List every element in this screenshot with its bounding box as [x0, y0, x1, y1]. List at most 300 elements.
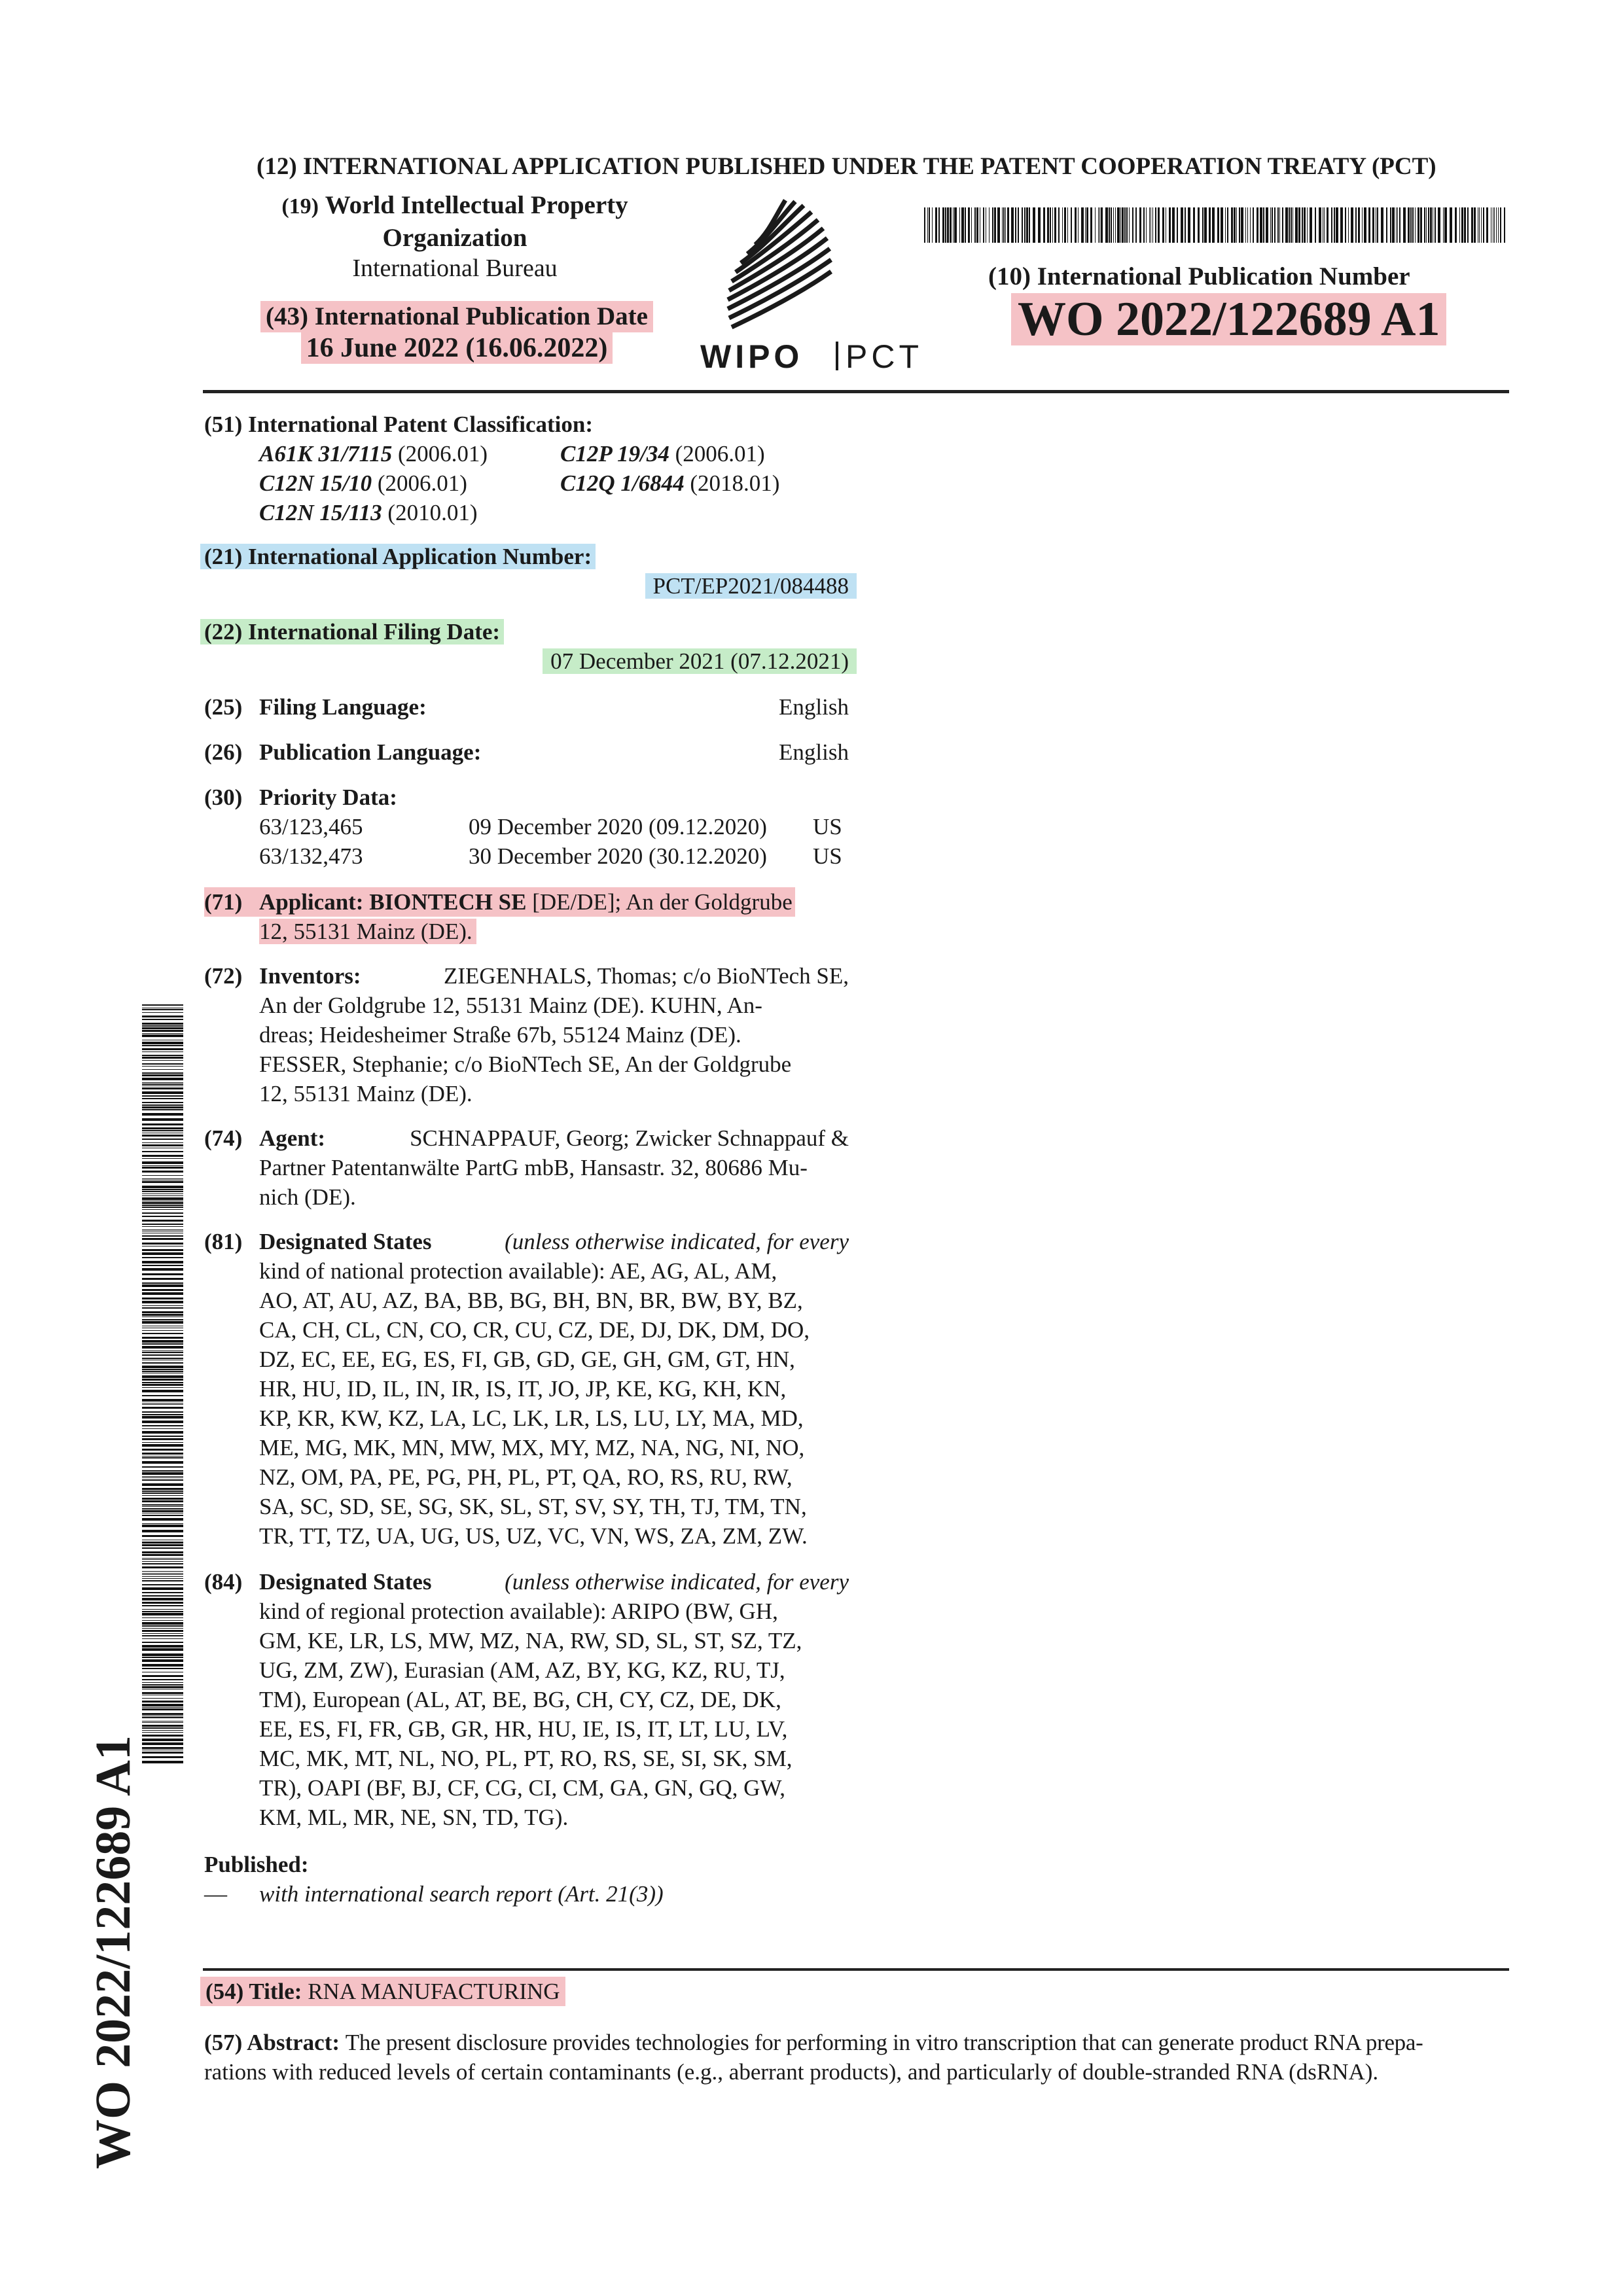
barcode-bar [1498, 207, 1499, 243]
barcode-bar [142, 1102, 183, 1103]
barcode-bar [142, 1725, 183, 1727]
inventor-line: FESSER, Stephanie; c/o BioNTech SE, An der Goldgrube [259, 1051, 792, 1077]
region-line: UG, ZM, ZW), Eurasian (AM, AZ, BY, KG, KZ, RU, TJ, [259, 1657, 785, 1683]
barcode-bar [142, 1421, 183, 1423]
barcode-bar [1481, 207, 1482, 243]
barcode-bar [142, 1113, 183, 1116]
barcode-bar [142, 1379, 183, 1381]
barcode-bar [1011, 207, 1014, 243]
barcode-bar [142, 1466, 183, 1468]
barcode-bar [1461, 207, 1463, 243]
barcode-bar [142, 1095, 183, 1097]
barcode-bar [142, 1495, 183, 1496]
barcode-bar [142, 1414, 183, 1415]
country-line: TR, TT, TZ, UA, UG, US, UZ, VC, VN, WS, ZA, ZM, ZW. [259, 1523, 808, 1549]
applicant-label: Applicant: [259, 889, 364, 915]
barcode-bar [142, 1340, 183, 1343]
barcode-bar [1408, 207, 1410, 243]
publication-number: WO 2022/122689 A1 [1011, 293, 1446, 345]
barcode-bar [142, 1314, 183, 1316]
barcode-bar [953, 207, 954, 243]
barcode-bar [142, 1004, 183, 1006]
barcode-bar [142, 1030, 183, 1032]
barcode-bar [142, 1257, 183, 1258]
barcode-bar [1450, 207, 1452, 243]
barcode-bar [1247, 207, 1248, 243]
barcode-bar [142, 1023, 183, 1025]
barcode-bar [142, 1686, 183, 1688]
pub-date-label: (43) International Publication Date [260, 301, 653, 332]
barcode-bar [142, 1151, 183, 1152]
barcode-bar [142, 1578, 183, 1579]
barcode-bar [142, 1708, 183, 1710]
barcode-bar [1418, 207, 1419, 243]
barcode-bar [142, 1292, 183, 1295]
barcode-bar [142, 1449, 183, 1451]
barcode-bar [142, 1679, 183, 1680]
barcode-bar [1071, 207, 1072, 243]
barcode-bar [142, 1732, 183, 1733]
barcode-bar [142, 1595, 183, 1597]
barcode-bar [1212, 207, 1215, 243]
barcode-bar [1185, 207, 1186, 243]
org-name-line2: Organization [382, 224, 527, 252]
barcode-bar [1241, 207, 1243, 243]
barcode-bar [142, 1069, 183, 1070]
barcode-bar [142, 1704, 183, 1706]
region-line: KM, ML, MR, NE, SN, TD, TG). [259, 1805, 569, 1830]
barcode-bar [142, 1617, 183, 1618]
barcode-bar [1234, 207, 1236, 243]
agent-line: nich (DE). [259, 1184, 356, 1210]
barcode-bar [1348, 207, 1349, 243]
barcode-bar [142, 1554, 183, 1556]
abstract-line: rations with reduced levels of certain contaminants (e.g., aberrant products), and particularly of double-stranded RNA (dsRNA). [204, 2059, 1379, 2085]
barcode-bar [1139, 207, 1141, 243]
barcode-bar [1319, 207, 1321, 243]
abstract-label: (57) Abstract: [204, 2030, 340, 2055]
barcode-bar [142, 1205, 183, 1206]
barcode-bar [1331, 207, 1332, 243]
barcode-bar [1113, 207, 1114, 243]
barcode-bar [1043, 207, 1045, 243]
barcode-bar [142, 1273, 183, 1275]
priority-section: (30) Priority Data: 63/123,465 09 December 2020 (09.12.2020) US 63/132,473 30 December 2020 (30.12.2020) US [204, 783, 849, 871]
barcode-bar [983, 207, 984, 243]
applicant-name: BIONTECH SE [369, 889, 527, 915]
barcode-bar [1052, 207, 1053, 243]
logo-wordmark-pct: PCT [846, 338, 923, 373]
barcode-bar [1420, 207, 1422, 243]
barcode-bar [142, 1135, 183, 1137]
barcode-bar [1005, 207, 1006, 243]
barcode-bar [1386, 207, 1387, 243]
barcode-bar [1202, 207, 1204, 243]
barcode-bar [142, 1544, 183, 1546]
barcode-bar [142, 1019, 183, 1020]
barcode-bar [1018, 207, 1019, 243]
agent-section: (74) Agent: SCHNAPPAUF, Georg; Zwicker Schnappauf & Partner Patentanwälte PartG mbB, Hansastr. 32, 80686 Mu- nich (DE). [204, 1123, 849, 1212]
barcode-bar [1177, 207, 1178, 243]
applicant-address: 12, 55131 Mainz (DE). [259, 919, 476, 944]
barcode-bar [142, 1682, 183, 1683]
barcode-top [924, 207, 1509, 243]
barcode-bar [929, 207, 930, 243]
barcode-bar [1022, 207, 1023, 243]
country-line: AO, AT, AU, AZ, BA, BB, BG, BH, BN, BR, BW, BY, BZ, [259, 1288, 803, 1313]
barcode-bar [1324, 207, 1325, 243]
barcode-bar [1390, 207, 1391, 243]
barcode-bar [142, 1535, 183, 1537]
country-line: NZ, OM, PA, PE, PG, PH, PL, PT, QA, RO, RS, RU, RW, [259, 1464, 793, 1490]
agent-label: Agent: [259, 1125, 326, 1151]
barcode-bar [1302, 207, 1303, 243]
barcode-bar [1081, 207, 1084, 243]
barcode-bar [1002, 207, 1003, 243]
barcode-bar [142, 1713, 183, 1715]
classification-entry: C12P 19/34 (2006.01) [560, 441, 765, 467]
barcode-bar [142, 1130, 183, 1131]
barcode-bar [142, 1066, 183, 1067]
barcode-bar [1471, 207, 1473, 243]
barcode-bar [1444, 207, 1447, 243]
barcode-bar [142, 1012, 183, 1013]
barcode-bar [142, 1384, 183, 1386]
barcode-bar [142, 1016, 183, 1017]
application-number-label: (21) International Application Number: [200, 544, 596, 569]
barcode-bar [1239, 207, 1240, 243]
barcode-bar [968, 207, 970, 243]
barcode-bar [1132, 207, 1133, 243]
barcode-bar [142, 1104, 183, 1106]
barcode-bar [1295, 207, 1298, 243]
barcode-bar [1193, 207, 1195, 243]
barcode-bar [142, 1701, 183, 1703]
barcode-bar [1403, 207, 1406, 243]
barcode-bar [142, 1492, 183, 1494]
barcode-bar [142, 1559, 183, 1560]
barcode-bar [142, 1261, 183, 1263]
barcode-bar [994, 207, 996, 243]
barcode-bar [142, 1354, 183, 1356]
barcode-bar [142, 1508, 183, 1510]
barcode-bar [142, 1722, 183, 1723]
classification-entry: C12N 15/10 (2006.01) [259, 470, 467, 496]
agent-line: Partner Patentanwälte PartG mbB, Hansastr. 32, 80686 Mu- [259, 1155, 808, 1180]
barcode-bar [142, 1574, 183, 1575]
barcode-bar [142, 1123, 183, 1125]
barcode-bar [142, 1202, 183, 1204]
code-19: (19) [281, 194, 319, 219]
barcode-bar [1152, 207, 1153, 243]
barcode-bar [1270, 207, 1271, 243]
publication-language-row: (26) Publication Language: English [204, 737, 849, 767]
barcode-bar [142, 1470, 183, 1472]
barcode-bar [142, 1707, 183, 1708]
top-divider [203, 390, 1509, 393]
publication-date-block [247, 301, 666, 364]
barcode-bar [142, 1301, 183, 1303]
barcode-bar [142, 1087, 183, 1089]
barcode-bar [142, 1573, 183, 1574]
barcode-bar [935, 207, 937, 243]
barcode-bar [142, 1504, 183, 1506]
barcode-bar [142, 1428, 183, 1429]
barcode-bar [142, 1500, 183, 1502]
barcode-bar [1204, 207, 1207, 243]
barcode-bar [142, 1561, 183, 1562]
barcode-bar [1007, 207, 1009, 243]
barcode-bar [1124, 207, 1126, 243]
barcode-bar [142, 1139, 183, 1140]
barcode-bar [1181, 207, 1183, 243]
logo-wordmark-wipo: WIPO [700, 338, 804, 373]
priority-row: 63/132,473 30 December 2020 (30.12.2020) US [259, 843, 842, 869]
barcode-bar [1015, 207, 1016, 243]
barcode-bar [142, 1735, 183, 1737]
barcode-bar [976, 207, 978, 243]
barcode-bar [1412, 207, 1414, 243]
barcode-bar [142, 1055, 183, 1056]
barcode-bar [142, 1638, 183, 1639]
barcode-bar [1263, 207, 1264, 243]
barcode-bar [142, 1390, 183, 1392]
barcode-bar [142, 1483, 183, 1486]
designated-regional-label: Designated States [259, 1569, 432, 1595]
barcode-bar [142, 1498, 183, 1500]
barcode-bar [142, 1558, 183, 1559]
barcode-bar [142, 1518, 183, 1521]
barcode-bar [142, 1074, 183, 1076]
barcode-bar [1245, 207, 1246, 243]
barcode-bar [142, 1144, 183, 1146]
title-section [200, 1977, 565, 2006]
barcode-bar [971, 207, 972, 243]
country-line: HR, HU, ID, IL, IN, IR, IS, IT, JO, JP, KE, KG, KH, KN, [259, 1376, 787, 1402]
barcode-bar [1115, 207, 1116, 243]
barcode-bar [954, 207, 957, 243]
classification-label: (51) International Patent Classification: [204, 412, 593, 437]
bottom-divider [203, 1968, 1509, 1971]
barcode-bar [142, 1431, 183, 1434]
barcode-bar [142, 1476, 183, 1477]
barcode-bar [142, 1628, 183, 1629]
barcode-bar [142, 1207, 183, 1208]
barcode-bar [1217, 207, 1219, 243]
barcode-bar [142, 1404, 183, 1405]
barcode-bar [142, 1343, 183, 1345]
classification-entry: C12N 15/113 (2010.01) [259, 500, 478, 525]
barcode-bar [142, 1165, 183, 1166]
published-note: with international search report (Art. 21(3)) [259, 1881, 664, 1907]
barcode-bar [1135, 207, 1137, 243]
barcode-bar [1067, 207, 1068, 243]
barcode-bar [1334, 207, 1335, 243]
barcode-bar [142, 1307, 183, 1309]
barcode-bar [1377, 207, 1378, 243]
barcode-bar [142, 1333, 183, 1334]
barcode-bar [142, 1491, 183, 1492]
barcode-bar [1221, 207, 1223, 243]
barcode-bar [142, 1098, 183, 1099]
application-number-section [204, 542, 849, 601]
barcode-bar [1285, 207, 1288, 243]
barcode-bar [1424, 207, 1425, 243]
inventor-line: An der Goldgrube 12, 55131 Mainz (DE). KUHN, An- [259, 993, 762, 1018]
agent-line: SCHNAPPAUF, Georg; Zwicker Schnappauf & [410, 1125, 849, 1151]
barcode-bar [142, 1675, 183, 1677]
barcode-bar [1029, 207, 1030, 243]
barcode-bar [142, 1717, 183, 1718]
barcode-bar [142, 1175, 183, 1176]
barcode-bar [142, 1369, 183, 1370]
barcode-bar [1504, 207, 1505, 243]
barcode-bar [142, 1635, 183, 1636]
barcode-bar [1396, 207, 1397, 243]
barcode-bar [142, 1155, 183, 1157]
barcode-bar [1098, 207, 1099, 243]
filing-date-section [204, 617, 849, 676]
barcode-bar [142, 1197, 183, 1200]
barcode-bar [927, 207, 928, 243]
barcode-bar [924, 207, 925, 243]
barcode-bar [142, 1664, 183, 1667]
barcode-bar [1024, 207, 1026, 243]
barcode-bar [1272, 207, 1273, 243]
barcode-bar [1062, 207, 1063, 243]
barcode-bar [1459, 207, 1460, 243]
barcode-bar [961, 207, 964, 243]
barcode-bar [1150, 207, 1151, 243]
barcode-bar [1430, 207, 1432, 243]
barcode-bar [142, 1472, 183, 1475]
barcode-bar [1494, 207, 1495, 243]
barcode-bar [142, 1243, 183, 1245]
barcode-bar [142, 1633, 183, 1634]
region-line: TM), European (AL, AT, BE, BG, CH, CY, CZ, DE, DK, [259, 1687, 781, 1712]
barcode-bar [1038, 207, 1041, 243]
barcode-bar [1250, 207, 1251, 243]
barcode-bar [1172, 207, 1175, 243]
barcode-bar [1109, 207, 1110, 243]
barcode-bar [142, 1362, 183, 1364]
barcode-bar [142, 1399, 183, 1402]
barcode-bar [1099, 207, 1100, 243]
barcode-bar [142, 1566, 183, 1568]
region-line: GM, KE, LR, LS, MW, MZ, NA, RW, SD, SL, ST, SZ, TZ, [259, 1628, 802, 1653]
barcode-bar [142, 1657, 183, 1658]
country-line: KP, KR, KW, KZ, LA, LC, LK, LR, LS, LU, LY, MA, MD, [259, 1405, 804, 1431]
barcode-bar [1026, 207, 1028, 243]
barcode-bar [1464, 207, 1466, 243]
barcode-bar [142, 1622, 183, 1625]
country-line: CA, CH, CL, CN, CO, CR, CU, CZ, DE, DJ, DK, DM, DO, [259, 1317, 810, 1343]
barcode-bar [1479, 207, 1480, 243]
barcode-bar [965, 207, 966, 243]
barcode-bar [142, 1249, 183, 1251]
barcode-bar [142, 1319, 183, 1320]
barcode-bar [947, 207, 949, 243]
barcode-bar [142, 1609, 183, 1610]
barcode-bar [1227, 207, 1228, 243]
barcode-bar [1086, 207, 1088, 243]
priority-row: 63/123,465 09 December 2020 (09.12.2020) US [259, 814, 842, 839]
publication-language-label: Publication Language: [259, 739, 482, 765]
region-line: MC, MK, MT, NL, NO, PL, PT, RO, RS, SE, SI, SK, SM, [259, 1746, 793, 1771]
barcode-bar [142, 1563, 183, 1564]
barcode-bar [1253, 207, 1254, 243]
barcode-bar [1336, 207, 1338, 243]
designated-national-section: (81) Designated States (unless otherwise indicated, for every kind of national protection available): AE, AG, AL, AM, AO, AT, AU, AZ, BA, BB, BG, BH, BN, BR, BW, BY, BZ, CA, CH, CL, CN, CO, CR, CU, CZ, DE, DJ, DK, DM, DO, DZ, EC, EE, EG, ES, FI, GB, GD, GE, GH, GM, GT, HN, HR, HU, ID, IL, IN, IR, IS, IT, JO, JP, KE, KG, KH, KN, KP, KR, KW, KZ, LA, LC, LK, LR, LS, LU, LY, MA, MD, ME, MG, MK, MN, MW, MX, MY, MZ, NA, NG, NI, NO, NZ, OM, PA, PE, PG, PH, PL, PT, QA, RO, RS, RU, RW, SA, SC, SD, SE, SG, SK, SL, ST, SV, SY, TH, TJ, TM, TN, TR, TT, TZ, UA, UG, US, UZ, VC, VN, WS, ZA, ZM, ZW. [204, 1227, 849, 1551]
barcode-bar [142, 1659, 183, 1662]
side-publication-number: WO 2022/122689 A1 [86, 1735, 141, 2169]
barcode-bar [1410, 207, 1412, 243]
barcode-bar [142, 1375, 183, 1378]
barcode-bar [142, 1395, 183, 1396]
barcode-bar [1291, 207, 1292, 243]
barcode-bar [1500, 207, 1501, 243]
barcode-bar [142, 1305, 183, 1306]
barcode-bar [1231, 207, 1233, 243]
barcode-bar [1266, 207, 1268, 243]
barcode-bar [1467, 207, 1469, 243]
org-bureau: International Bureau [352, 255, 558, 282]
barcode-bar [142, 1298, 183, 1299]
barcode-bar [997, 207, 1000, 243]
barcode-bar [1298, 207, 1300, 243]
barcode-bar [142, 1742, 183, 1745]
barcode-bar [142, 1756, 183, 1758]
barcode-bar [1351, 207, 1353, 243]
barcode-bar [1455, 207, 1457, 243]
barcode-bar [142, 1084, 183, 1085]
barcode-bar [1101, 207, 1103, 243]
barcode-bar [142, 1584, 183, 1585]
barcode-bar [1126, 207, 1128, 243]
wipo-logo-icon [700, 196, 949, 373]
barcode-bar [142, 1684, 183, 1686]
barcode-bar [1368, 207, 1370, 243]
barcode-bar [142, 1352, 183, 1353]
barcode-bar [142, 1220, 183, 1222]
barcode-bar [1117, 207, 1120, 243]
barcode-bar [1146, 207, 1147, 243]
barcode-bar [1155, 207, 1156, 243]
barcode-bar [142, 1268, 183, 1271]
barcode-bar [1443, 207, 1444, 243]
barcode-bar [142, 1337, 183, 1339]
publication-language: English [779, 739, 849, 765]
country-line: ME, MG, MK, MN, MW, MX, MY, MZ, NA, NG, NI, NO, [259, 1435, 805, 1460]
application-number: PCT/EP2021/084488 [645, 573, 857, 599]
barcode-bar [1143, 207, 1145, 243]
barcode-bar [142, 1721, 183, 1722]
barcode-bar [142, 1091, 183, 1094]
barcode-bar [1033, 207, 1035, 243]
barcode-bar [1358, 207, 1360, 243]
barcode-bar [142, 1048, 183, 1050]
barcode-bar [142, 1282, 183, 1284]
barcode-bar [1158, 207, 1160, 243]
inventor-line: dreas; Heidesheimer Straße 67b, 55124 Mainz (DE). [259, 1022, 741, 1048]
barcode-bar [142, 1321, 183, 1324]
barcode-bar [142, 1181, 183, 1183]
barcode-bar [1372, 207, 1374, 243]
barcode-bar [959, 207, 960, 243]
barcode-bar [142, 1284, 183, 1287]
barcode-bar [1090, 207, 1092, 243]
barcode-bar [974, 207, 976, 243]
